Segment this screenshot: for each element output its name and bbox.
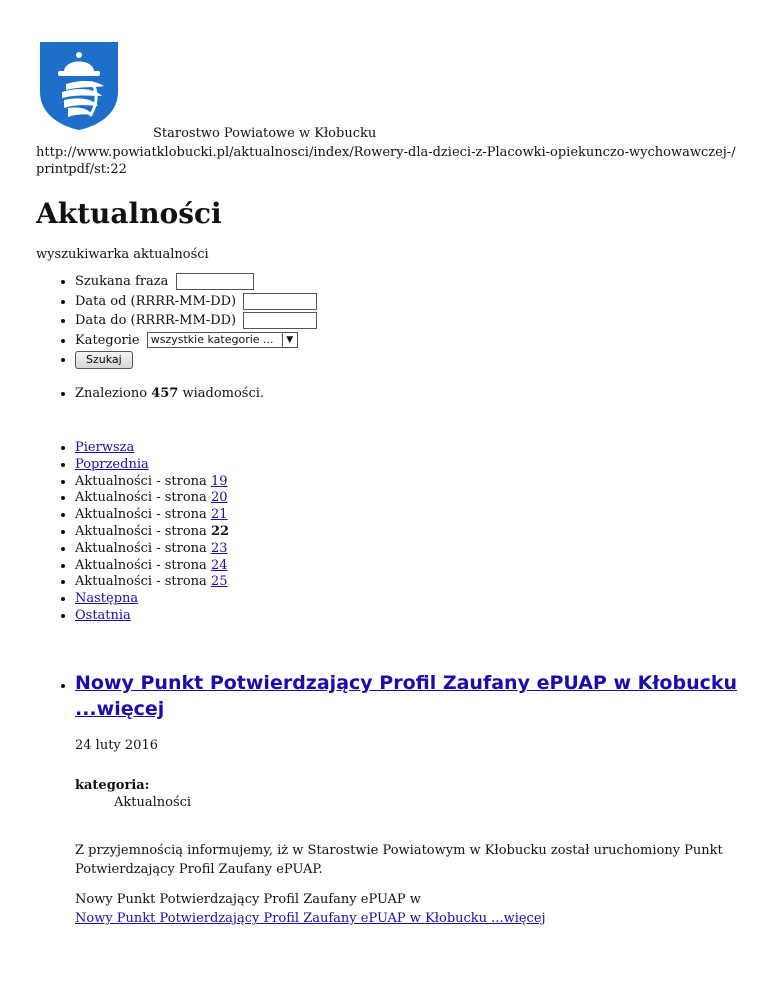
pager-page-item [75, 490, 229, 507]
pager-page-link[interactable]: 21 [210, 507, 228, 523]
pager-page-link[interactable]: 24 [210, 557, 228, 573]
pager-page-link[interactable]: 19 [210, 473, 228, 489]
triangle-down-icon: ▼ [282, 333, 297, 347]
search-button[interactable]: Szukaj [75, 351, 133, 369]
article-teaser-text: Nowy Punkt Potwierdzający Profil Zaufany ePUAP w [75, 892, 421, 908]
article-item [75, 670, 755, 928]
pager-next-item [75, 591, 229, 608]
pager-page-link[interactable]: 25 [210, 574, 228, 590]
pager-last-link[interactable]: Ostatnia [75, 607, 131, 623]
results-summary [36, 386, 264, 403]
article-teaser [75, 890, 755, 928]
pager-page-prefix: Aktualności - strona [75, 473, 207, 489]
article-title [75, 670, 755, 722]
category-select-value: wszystkie kategorie ... [150, 333, 274, 346]
pager-page-item [75, 558, 229, 575]
results-count: 457 [151, 386, 179, 401]
pager-page-prefix: Aktualności - strona [75, 523, 207, 539]
category-select[interactable] [147, 332, 298, 348]
found-suffix: wiadomości. [182, 386, 265, 401]
article-category-value: Aktualności [114, 794, 192, 810]
date-to-label: Data do (RRRR-MM-DD) [75, 313, 237, 328]
search-title: wyszukiwarka aktualności [36, 247, 209, 262]
page-title: Aktualności [36, 197, 222, 230]
results-count-item [75, 386, 264, 403]
pager-page-item [75, 474, 229, 491]
article-category-label: kategoria: [75, 777, 150, 793]
article-list [36, 670, 755, 928]
pager-prev-link[interactable]: Poprzednia [75, 456, 149, 472]
phrase-label: Szukana fraza [75, 274, 169, 289]
date-to-row [75, 311, 317, 331]
pager-first-link[interactable]: Pierwsza [75, 440, 135, 455]
date-from-row [75, 292, 317, 312]
found-prefix: Znaleziono [75, 386, 148, 401]
pager-current-page: 22 [210, 523, 230, 539]
pager-page-prefix: Aktualności - strona [75, 574, 207, 590]
date-from-label: Data od (RRRR-MM-DD) [75, 293, 237, 309]
category-row [75, 331, 317, 351]
pager-first-item [75, 440, 229, 457]
article-title-link[interactable]: Nowy Punkt Potwierdzający Profil Zaufany ePUAP w Kłobucku ...więcej [75, 672, 738, 720]
pager-page-prefix: Aktualności - strona [75, 507, 207, 523]
date-to-input[interactable] [243, 312, 317, 329]
article-summary: Z przyjemnością informujemy, iż w Starostwie Powiatowym w Kłobucku został uruchomiony Punkt Potwierdzający Profil Zaufany ePUAP. [75, 843, 723, 878]
pager-page-link[interactable]: 20 [210, 490, 228, 506]
print-page [36, 40, 738, 927]
pager-page-item [75, 507, 229, 524]
search-form [36, 272, 317, 370]
page-url: http://www.powiatklobucki.pl/aktualnosci/index/Rowery-dla-dzieci-z-Placowki-opiekunczo-wychowawczej-/printpdf/st:22 [36, 145, 736, 177]
category-label: Kategorie [75, 332, 140, 348]
pager-page-item [75, 541, 229, 558]
article-more-link[interactable]: Nowy Punkt Potwierdzający Profil Zaufany ePUAP w Kłobucku ...więcej [75, 911, 546, 927]
pager-page-prefix: Aktualności - strona [75, 557, 207, 573]
coat-of-arms-icon [36, 40, 122, 130]
submit-row [75, 350, 317, 370]
pager-next-link[interactable]: Następna [75, 591, 139, 607]
phrase-row [75, 272, 317, 292]
article-date: 24 luty 2016 [75, 738, 158, 753]
pager-page-prefix: Aktualności - strona [75, 540, 207, 556]
pager-page-link[interactable]: 23 [210, 540, 228, 556]
pager-current-item [75, 524, 229, 541]
pager-page-prefix: Aktualności - strona [75, 490, 207, 506]
pagination [36, 440, 229, 625]
phrase-input[interactable] [176, 273, 254, 290]
date-from-input[interactable] [243, 293, 317, 310]
pager-last-item [75, 608, 229, 625]
site-name: Starostwo Powiatowe w Kłobucku [153, 126, 377, 141]
pager-prev-item [75, 457, 229, 474]
pager-page-item [75, 574, 229, 591]
